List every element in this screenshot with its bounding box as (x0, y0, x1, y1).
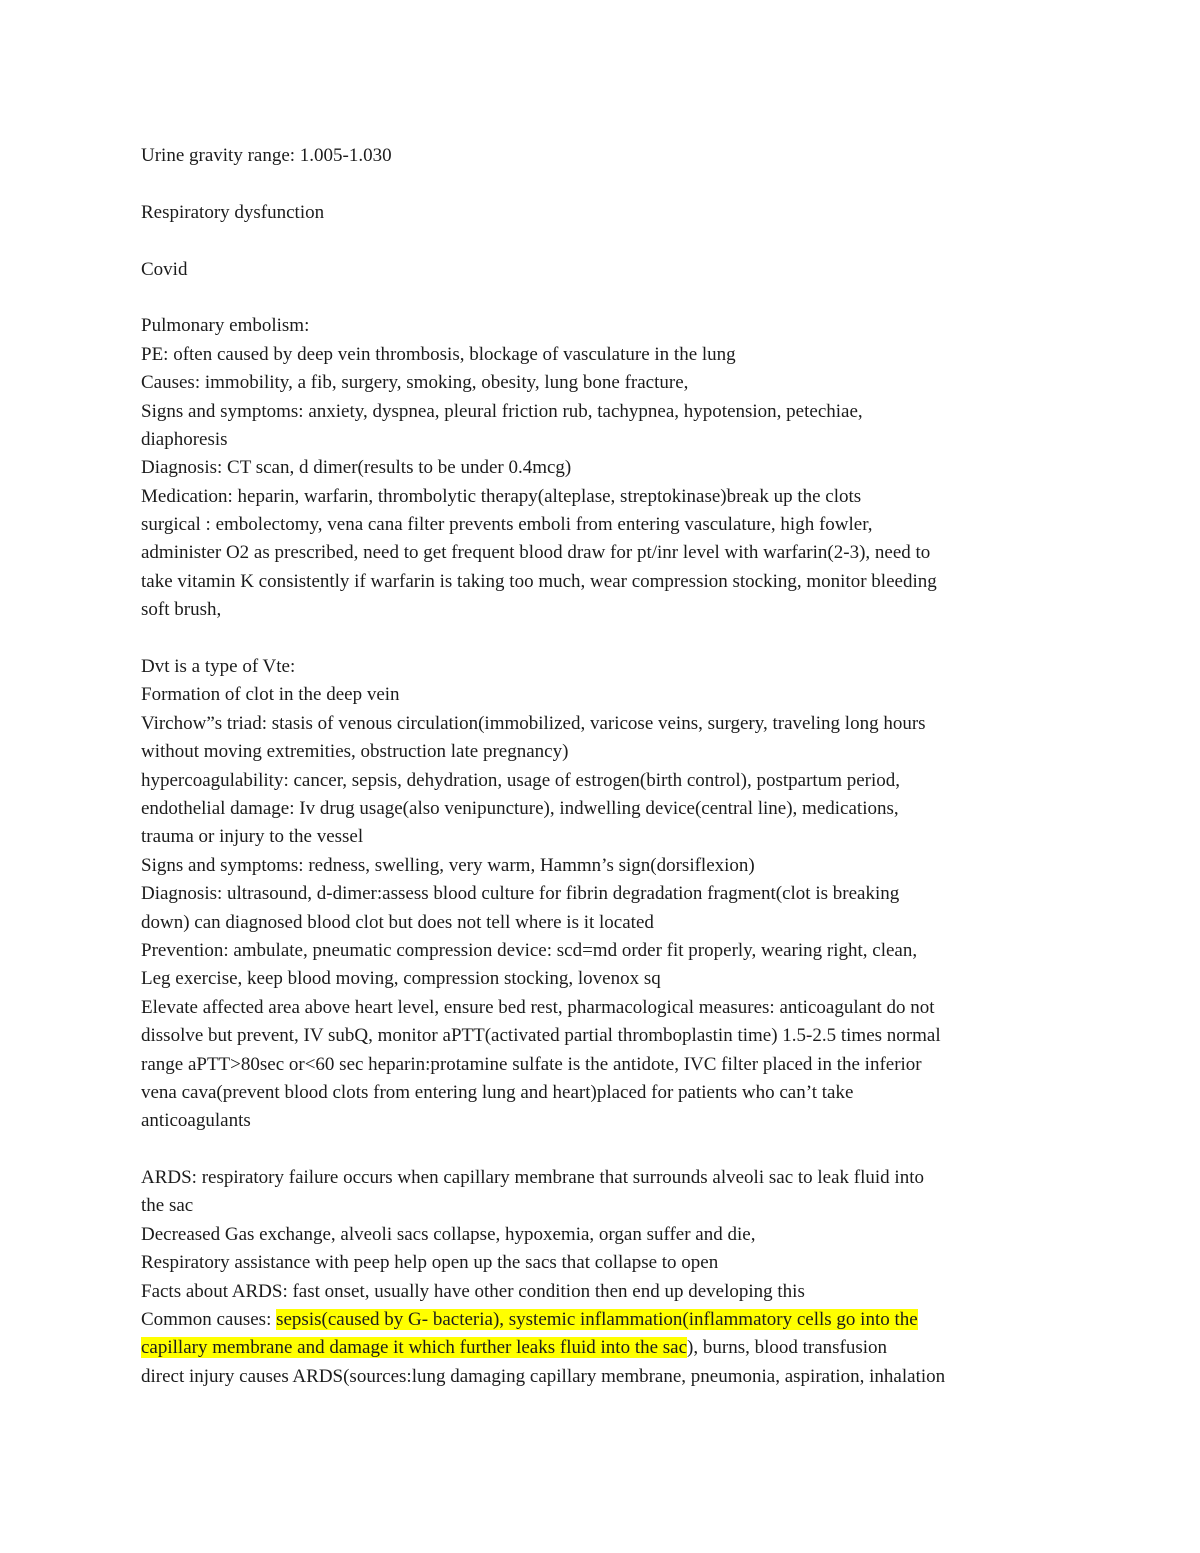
text-line: take vitamin K consistently if warfarin is taking too much, wear compression stocking, monitor bleeding (141, 570, 937, 592)
text-line: Covid (141, 258, 188, 280)
highlighted-text: capillary membrane and damage it which further leaks fluid into the sac (141, 1337, 688, 1359)
text-line: Facts about ARDS: fast onset, usually have other condition then end up developing this (141, 1280, 805, 1302)
text-line-highlight-continued (141, 1334, 1061, 1362)
text-line: Leg exercise, keep blood moving, compression stocking, lovenox sq (141, 968, 661, 990)
text-line: Medication: heparin, warfarin, thrombolytic therapy(alteplase, streptokinase)break up the clots (141, 485, 862, 507)
text-line: Signs and symptoms: anxiety, dyspnea, pleural friction rub, tachypnea, hypotension, petechiae, (141, 400, 863, 422)
text-line-direct-injury: direct injury causes ARDS(sources:lung damaging capillary membrane, pneumonia, aspiration, inhalation (141, 1365, 946, 1387)
text-line: Respiratory dysfunction (141, 201, 325, 223)
text-line: anticoagulants (141, 1110, 251, 1132)
text-line: Causes: immobility, a fib, surgery, smoking, obesity, lung bone fracture, (141, 372, 689, 394)
text-line: without moving extremities, obstruction late pregnancy) (141, 741, 569, 763)
text-line: administer O2 as prescribed, need to get frequent blood draw for pt/inr level with warfarin(2-3), need to (141, 542, 931, 564)
text-line: Respiratory assistance with peep help open up the sacs that collapse to open (141, 1252, 719, 1274)
document-body (141, 142, 1061, 1391)
text-line: endothelial damage: Iv drug usage(also venipuncture), indwelling device(central line), medications, (141, 797, 899, 819)
text-lines (141, 142, 1061, 1306)
text-line: Decreased Gas exchange, alveoli sacs collapse, hypoxemia, organ suffer and die, (141, 1223, 756, 1245)
text-line: Virchow”s triad: stasis of venous circulation(immobilized, varicose veins, surgery, traveling long hours (141, 712, 926, 734)
blank-line (141, 1136, 1061, 1164)
text-line: Pulmonary embolism: (141, 315, 310, 337)
text-line: soft brush, (141, 599, 222, 621)
plain-text: ), burns, blood transfusion (687, 1337, 888, 1359)
text-line: diaphoresis (141, 428, 228, 450)
text-line: Prevention: ambulate, pneumatic compression device: scd=md order fit properly, wearing right, clean, (141, 939, 918, 961)
blank-line (141, 227, 1061, 255)
common-causes-label: Common causes: (141, 1309, 277, 1331)
text-line: surgical : embolectomy, vena cana filter prevents emboli from entering vasculature, high fowler, (141, 514, 873, 536)
text-line: trauma or injury to the vessel (141, 826, 364, 848)
blank-line (141, 284, 1061, 312)
blank-line (141, 625, 1061, 653)
text-line: down) can diagnosed blood clot but does not tell where is it located (141, 911, 654, 933)
text-line: dissolve but prevent, IV subQ, monitor aPTT(activated partial thromboplastin time) 1.5-2.5 times normal (141, 1025, 941, 1047)
text-line: Formation of clot in the deep vein (141, 684, 400, 706)
text-line: Diagnosis: CT scan, d dimer(results to be under 0.4mcg) (141, 457, 572, 479)
text-line: hypercoagulability: cancer, sepsis, dehydration, usage of estrogen(birth control), postpartum period, (141, 769, 901, 791)
text-line: the sac (141, 1195, 194, 1217)
text-line: range aPTT>80sec or<60 sec heparin:protamine sulfate is the antidote, IVC filter placed in the inferior (141, 1053, 922, 1075)
text-line: ARDS: respiratory failure occurs when capillary membrane that surrounds alveoli sac to leak fluid into (141, 1167, 924, 1189)
text-line: PE: often caused by deep vein thrombosis, blockage of vasculature in the lung (141, 343, 736, 365)
highlighted-text: sepsis(caused by G- bacteria), systemic inflammation(inflammatory cells go into the (276, 1309, 918, 1331)
text-line: vena cava(prevent blood clots from entering lung and heart)placed for patients who can’t take (141, 1081, 854, 1103)
blank-line (141, 170, 1061, 198)
text-line: Elevate affected area above heart level, ensure bed rest, pharmacological measures: anticoagulant do not (141, 996, 935, 1018)
text-line-common-causes (141, 1306, 1061, 1334)
text-line: Signs and symptoms: redness, swelling, very warm, Hammn’s sign(dorsiflexion) (141, 854, 755, 876)
text-line: Urine gravity range: 1.005-1.030 (141, 145, 392, 166)
text-line: Dvt is a type of Vte: (141, 656, 296, 678)
text-line: Diagnosis: ultrasound, d-dimer:assess blood culture for fibrin degradation fragment(clot is breaking (141, 883, 900, 905)
